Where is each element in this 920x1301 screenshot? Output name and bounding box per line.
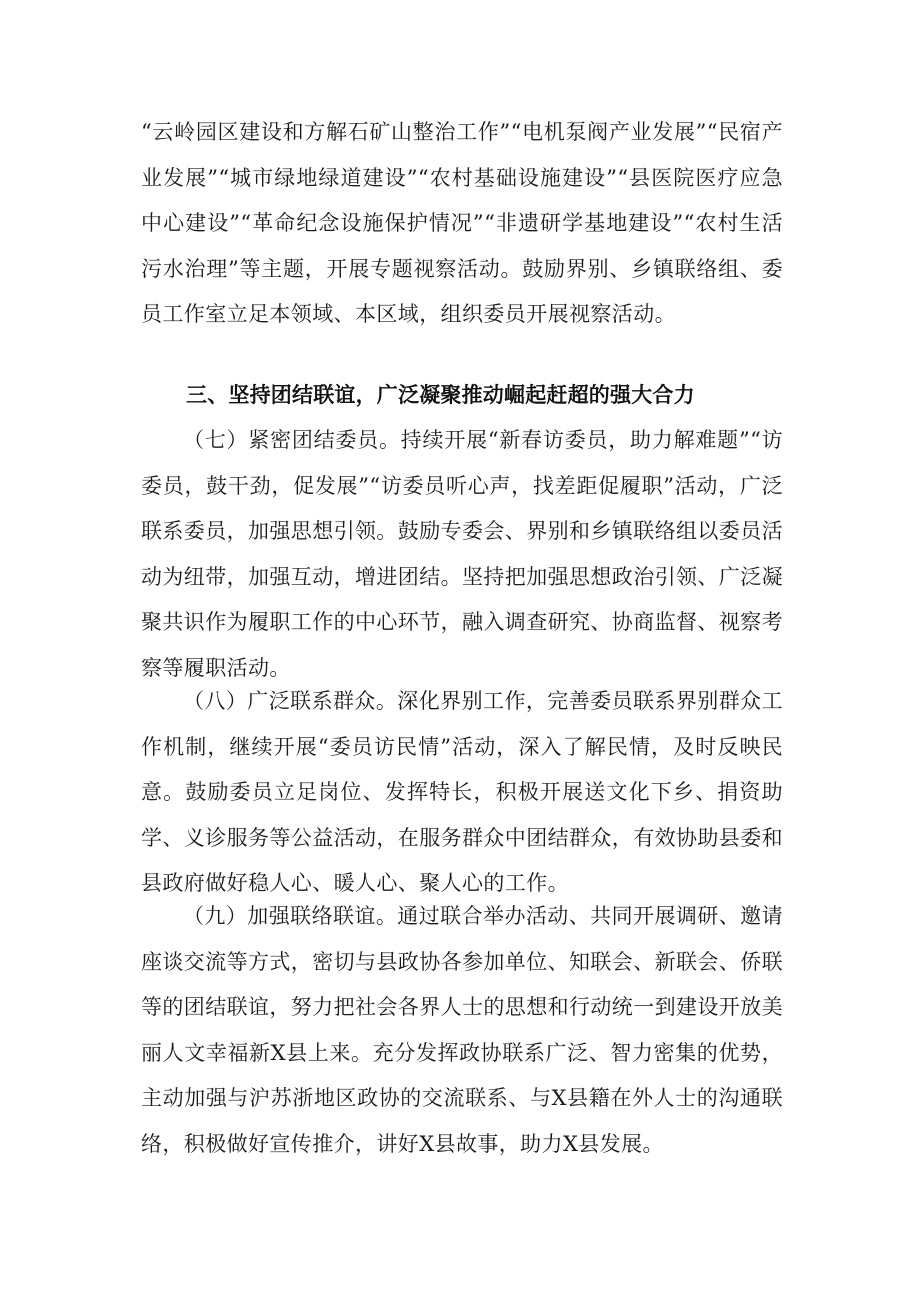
paragraph-contact-masses: （八）广泛联系群众。深化界别工作，完善委员联系界别群众工作机制，继续开展“委员访民情”活动，深入了解民情，及时反映民意。鼓励委员立足岗位、发挥特长，积极开展送文化下乡、捐资助学、义诊服务等公益活动，在服务群众中团结群众，有效协助县委和县政府做好稳人心、暖人心、聚人心的工作。 bbox=[141, 689, 783, 895]
paragraph-strengthen-liaison: （九）加强联络联谊。通过联合举办活动、共同开展调研、邀请座谈交流等方式，密切与县政协各参加单位、知联会、新联会、侨联等的团结联谊，努力把社会各界人士的思想和行动统一到建设开放美丽人文幸福新X县上来。充分发挥政协联系广泛、智力密集的优势，主动加强与沪苏浙地区政协的交流联系、与X县籍在外人士的沟通联络，积极做好宣传推介，讲好X县故事，助力X县发展。 bbox=[141, 904, 783, 1156]
continued-paragraph: “云岭园区建设和方解石矿山整治工作”“电机泵阀产业发展”“民宿产业发展”“城市绿地绿道建设”“农村基础设施建设”“县医院医疗应急中心建设”“革命纪念设施保护情况”“非遗研学基地建设”“农村生活污水治理”等主题，开展专题视察活动。鼓励界别、乡镇联络组、委员工作室立足本领域、本区域，组织委员开展视察活动。 bbox=[141, 120, 783, 326]
paragraph-unite-members: （七）紧密团结委员。持续开展“新春访委员，助力解难题”“访委员，鼓干劲，促发展”“访委员听心声，找差距促履职”活动，广泛联系委员，加强思想引领。鼓励专委会、界别和乡镇联络组以委员活动为纽带，加强互动，增进团结。坚持把加强思想政治引领、广泛凝聚共识作为履职工作的中心环节，融入调查研究、协商监督、视察考察等履职活动。 bbox=[141, 428, 783, 680]
section-heading: 三、坚持团结联谊，广泛凝聚推动崛起赶超的强大合力 bbox=[186, 383, 695, 407]
